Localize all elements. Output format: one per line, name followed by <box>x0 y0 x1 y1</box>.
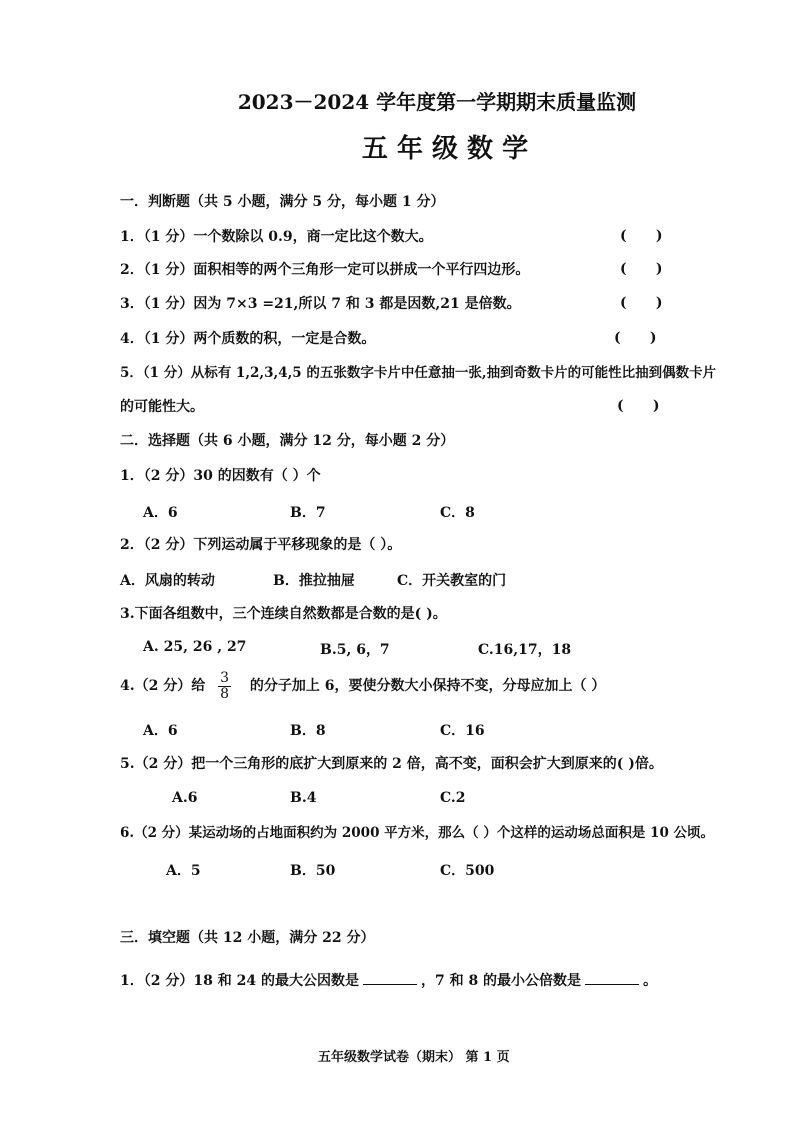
s2-q1-option-b: B．7 <box>290 505 326 521</box>
s2-q1-option-a: A．6 <box>143 505 178 521</box>
s1-answer-paren-2: ( ) <box>620 261 663 277</box>
fraction-denominator: 8 <box>220 685 230 702</box>
s2-q2-option-b: B．推拉抽屉 <box>273 573 355 589</box>
s2-q1-option-c: C．8 <box>440 505 475 521</box>
s2-q6-option-a: A．5 <box>166 863 201 879</box>
fraction-three-eighths <box>218 671 231 702</box>
s1-answer-paren-4: ( ) <box>614 330 657 346</box>
s2-q5-option-a: A.6 <box>172 790 198 806</box>
s1-question-2: 2．（1 分）面积相等的两个三角形一定可以拼成一个平行四边形。 <box>120 262 530 278</box>
s2-q4-option-a: A．6 <box>143 723 178 739</box>
exam-subtitle: 五 年 级 数 学 <box>361 134 529 164</box>
section2-heading: 二．选择题（共 6 小题，满分 12 分，每小题 2 分） <box>120 433 455 449</box>
s2-question-4 <box>120 668 605 704</box>
fill-blank-2[interactable] <box>585 970 639 985</box>
s1-question-1: 1．（1 分）一个数除以 0.9，商一定比这个数大。 <box>120 229 433 245</box>
s2-question-5: 5.（2 分）把一个三角形的底扩大到原来的 2 倍，高不变，面积会扩大到原来的( )倍。 <box>120 756 663 772</box>
s1-question-3: 3．（1 分）因为 7×3 =21,所以 7 和 3 都是因数,21 是倍数。 <box>120 296 521 312</box>
s1-answer-paren-5: ( ) <box>617 398 660 414</box>
s1-answer-paren-3: ( ) <box>620 295 663 311</box>
s2-question-1: 1．（2 分）30 的因数有（ ）个 <box>120 468 321 484</box>
section3-heading: 三．填空题（共 12 小题，满分 22 分） <box>120 930 375 946</box>
s2-q3-option-a: A. 25, 26 , 27 <box>143 639 247 655</box>
s2-q3-option-c: C.16,17，18 <box>478 642 572 658</box>
s1-question-4: 4．（1 分）两个质数的积，一定是合数。 <box>120 331 376 347</box>
s2-q4-option-b: B．8 <box>290 723 326 739</box>
s2-question-2: 2．（2 分）下列运动属于平移现象的是（ ）。 <box>120 537 402 553</box>
fraction-numerator: 3 <box>220 669 230 686</box>
s2-q4-option-c: C．16 <box>440 723 485 739</box>
s2-question-6: 6.（2 分）某运动场的占地面积约为 2000 平方米，那么（ ）个这样的运动场总面积是 10 公顷。 <box>120 825 715 841</box>
s1-question-5-line1: 5．（1 分）从标有 1,2,3,4,5 的五张数字卡片中任意抽一张,抽到奇数卡片的可能性比抽到偶数卡片 <box>120 365 717 381</box>
s3-q1-text-mid: ，7 和 8 的最小公倍数是 <box>420 973 582 989</box>
s3-q1-text-post: 。 <box>643 973 658 989</box>
s2-q6-option-b: B．50 <box>290 863 336 879</box>
s2-q3-option-b: B.5, 6，7 <box>320 642 390 658</box>
s3-question-1 <box>120 970 657 990</box>
s2-q5-option-c: C.2 <box>440 790 466 806</box>
s2-q5-option-b: B.4 <box>290 790 317 806</box>
fill-blank-1[interactable] <box>363 970 417 985</box>
exam-title: 2023－2024 学年度第一学期期末质量监测 <box>237 90 637 114</box>
s2-q4-stem-pre: 4.（2 分）给 <box>120 678 206 694</box>
s2-question-3: 3.下面各组数中，三个连续自然数都是合数的是( )。 <box>120 606 447 622</box>
s2-q6-option-c: C．500 <box>440 863 495 879</box>
s2-q2-option-a: A．风扇的转动 <box>120 573 215 589</box>
page-footer: 五年级数学试卷（期末） 第 1 页 <box>318 1050 510 1065</box>
s1-question-5-line2: 的可能性大。 <box>120 399 204 415</box>
s2-q4-stem-post: 的分子加上 6，要使分数大小保持不变，分母应加上（ ） <box>249 678 606 694</box>
s3-q1-text-pre: 1．（2 分）18 和 24 的最大公因数是 <box>120 973 359 989</box>
s1-answer-paren-1: ( ) <box>620 228 663 244</box>
section1-heading: 一．判断题（共 5 小题，满分 5 分，每小题 1 分） <box>120 194 445 210</box>
s2-q2-option-c: C．开关教室的门 <box>397 573 507 589</box>
